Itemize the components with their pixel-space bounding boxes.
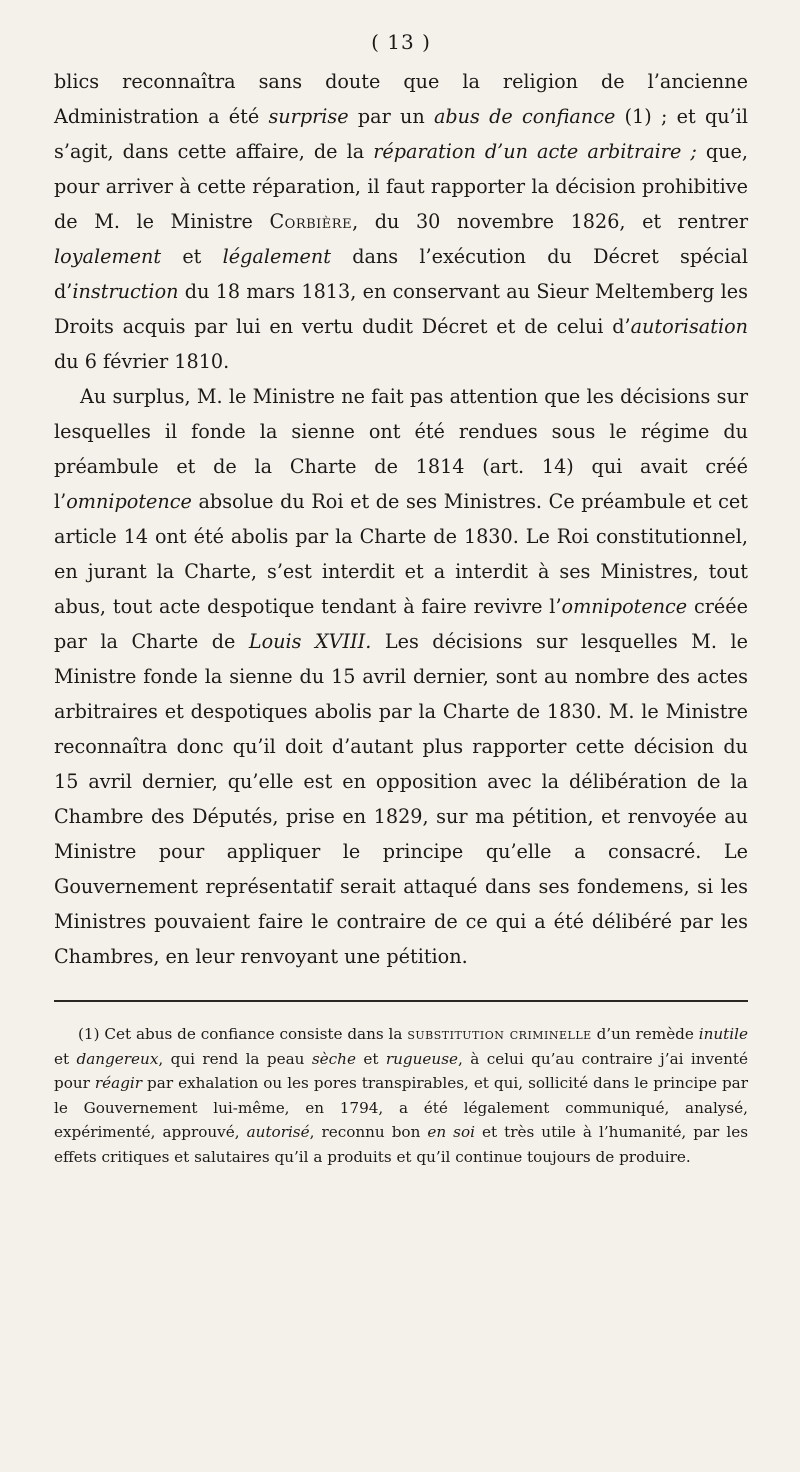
text-run: (1) Cet abus de confiance consiste dans la (78, 1025, 408, 1043)
italic-text: sèche (311, 1049, 356, 1068)
text-run: absolue du Roi et de ses Ministres. Ce préambule et cet article 14 ont été abolis par la Charte de 1830. Le Roi constitutionnel, en jurant la Charte, s’est interdit et a interdit à ses Ministres, tout abus, tout acte despotique tendant à faire revivre l’ (54, 490, 748, 618)
text-run: et (54, 1049, 77, 1068)
italic-text: autorisation (630, 315, 748, 338)
italic-text: légalement (222, 245, 331, 268)
paragraph-2 (54, 379, 748, 974)
text-run: Les décisions sur lesquelles M. le Ministre fonde la sienne du 15 avril dernier, sont au nombre des actes arbitraires et despotiques abolis par la Charte de 1830. M. le Ministre reconnaîtra donc qu’il doit d’autant plus rapporter cette décision du 15 avril dernier, qu’elle est en opposition avec la délibération de la Chambre des Députés, prise en 1829, sur ma pétition, et renvoyée au Ministre pour appliquer le principe qu’elle a consacré. Le Gouvernement représentatif serait attaqué dans ses fondemens, si les Ministres pouvaient faire le contraire de ce qui a été délibéré par les Chambres, en leur renvoyant une pétition. (54, 630, 748, 968)
footnote (54, 1022, 748, 1169)
italic-text: réparation d’un acte arbitraire ; (373, 140, 697, 163)
italic-text: Louis XVIII. (248, 630, 372, 653)
italic-text: inutile (698, 1025, 748, 1043)
text-run: par exhalation ou les pores transpirables, et qui, sollicité dans le principe par le Gouvernement lui-même, en 1794, a été légalement communiqué, analysé, expérimenté, approuvé, (54, 1074, 748, 1141)
text-run: du 6 février 1810. (54, 350, 230, 373)
text-run: Au surplus, M. le Ministre ne fait pas attention que les décisions sur lesquelles il fonde la sienne ont été rendues sous le régime du préambule et de la Charte de 1814 (art. 14) qui avait créé l’ (54, 385, 748, 513)
paragraph-1 (54, 64, 748, 379)
italic-text: instruction (72, 280, 179, 303)
body-text (54, 64, 748, 974)
italic-text: omnipotence (66, 490, 192, 513)
text-run: , reconnu bon (309, 1123, 428, 1141)
text-run: blics reconnaîtra sans doute que la religion de l’ancienne Administration a été (54, 70, 748, 128)
text-run: et (161, 245, 223, 268)
italic-text: autorisé (246, 1123, 310, 1141)
footnote-text (54, 1022, 748, 1169)
text-run: d’un remède (591, 1025, 699, 1043)
text-run: (1) ; et qu’il s’agit, dans cette affaire, de la (54, 105, 748, 163)
text-run: et (355, 1049, 386, 1068)
text-run: que, pour arriver à cette réparation, il faut rapporter la décision prohibitive de M. le Ministre (54, 140, 748, 233)
page-number: ( 13 ) (371, 30, 431, 54)
italic-text: en soi (427, 1123, 475, 1141)
text-run: , à celui qu’au contraire j’ai inventé pour (54, 1049, 749, 1092)
footnote-rule (54, 1000, 748, 1002)
italic-text: réagir (94, 1074, 143, 1092)
italic-text: loyalement (54, 245, 162, 268)
text-run: du 18 mars 1813, en conservant au Sieur Meltemberg les Droits acquis par lui en vertu dudit Décret et de celui d’ (54, 280, 748, 338)
italic-text: rugueuse (385, 1049, 458, 1068)
text-run: dans l’exécution du Décret spécial d’ (54, 245, 749, 303)
text-run: , du 30 novembre 1826, et rentrer (352, 210, 748, 233)
italic-text: omnipotence (561, 595, 688, 618)
text-run: par un (348, 105, 434, 128)
small-caps-text: substitution criminelle (407, 1025, 592, 1043)
italic-text: dangereux (76, 1049, 159, 1068)
text-run: créée par la Charte de (54, 595, 748, 653)
italic-text: surprise (268, 105, 349, 128)
text-run: , qui rend la peau (158, 1049, 312, 1068)
italic-text: abus de confiance (433, 105, 616, 128)
small-caps-text: Corbière (269, 210, 353, 233)
text-run: et très utile à l’humanité, par les effets critiques et salutaires qu’il a produits et qu’il continue toujours de produire. (54, 1123, 748, 1166)
